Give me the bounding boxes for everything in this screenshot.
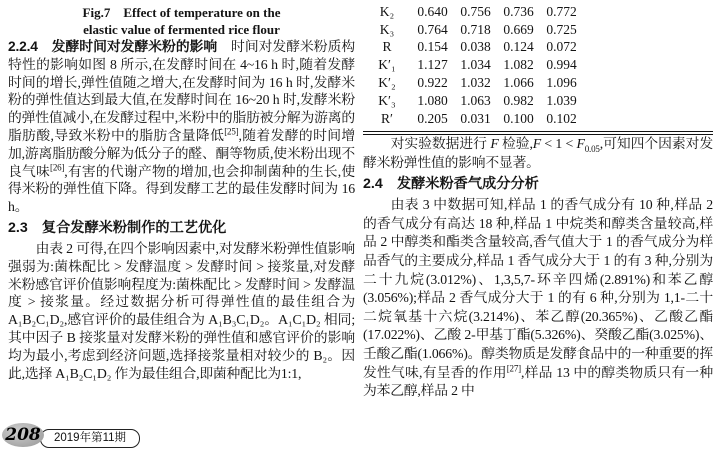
table-row <box>363 110 713 128</box>
table-cell: 1.034 <box>460 57 491 73</box>
table-cell: 0.994 <box>546 57 577 73</box>
reference-25: [25] <box>224 126 239 137</box>
table-cell: 1.063 <box>460 92 491 108</box>
table-row <box>363 56 713 74</box>
table-row <box>363 39 713 57</box>
reference-27: [27] <box>506 362 521 373</box>
table-cell: 1.082 <box>503 57 534 73</box>
table-row <box>363 74 713 92</box>
table-cell: 1.127 <box>417 57 448 73</box>
f-symbol: F <box>490 135 499 151</box>
table-cell: 0.764 <box>417 21 448 37</box>
anova-table <box>363 0 713 135</box>
table-cell: 0.072 <box>546 39 577 55</box>
table-cell: 0.031 <box>460 110 491 126</box>
table-cell: 0.756 <box>460 3 491 19</box>
paragraph-f-test <box>363 135 713 172</box>
table-cell: 0.982 <box>503 92 534 108</box>
table-row-label: R′ <box>381 110 393 126</box>
section-heading-2-4: 2.4 发酵米粉香气成分分析 <box>363 176 539 193</box>
section-heading-2-2-4: 2.2.4 发酵时间对发酵米粉的影响 <box>8 39 218 54</box>
figure-caption-line1: Fig.7 Effect of temperature on the <box>82 5 281 20</box>
table-cell: 0.038 <box>460 39 491 55</box>
table-cell: 0.718 <box>460 21 491 37</box>
table-row <box>363 3 713 21</box>
table-cell: 0.124 <box>503 39 534 55</box>
f-test-text: < 1 < <box>540 135 577 151</box>
paragraph-2-4 <box>363 196 713 401</box>
f-test-text: ,可知四个因素对发酵米粉弹性值的影响不显著。 <box>363 135 713 170</box>
table-cell: 1.066 <box>503 75 534 91</box>
table-row-label: R <box>382 39 392 55</box>
page-number: 208 <box>5 425 41 445</box>
table-cell: 0.922 <box>417 75 448 91</box>
table-row-label: K₃ <box>379 21 395 37</box>
table-cell: 1.096 <box>546 75 577 91</box>
table-cell: 1.039 <box>546 92 577 108</box>
paragraph-2-2-4-text: ,随着发酵的时间增加,游离脂肪酸分解为低分子的醛、酮等物质,使米粉出现不良气味 <box>8 127 355 179</box>
reference-26: [26] <box>50 161 65 172</box>
table-row-label: K′₁ <box>378 57 396 73</box>
issue-badge: 2019年第11期 <box>40 429 140 448</box>
table-cell: 0.640 <box>417 3 448 19</box>
table-cell: 0.100 <box>503 110 534 126</box>
table-cell: 1.032 <box>460 75 491 91</box>
table-cell: 0.669 <box>503 21 534 37</box>
figure-caption-line2: elastic value of fermented rice flour <box>83 22 280 37</box>
table-row <box>363 92 713 110</box>
table-row-label: K′₃ <box>378 92 396 108</box>
table-cell: 0.725 <box>546 21 577 37</box>
table-cell: 0.102 <box>546 110 577 126</box>
paragraph-2-2-4-text: ,有害的代谢产物的增加,也会抑制菌种的生长,使得米粉的弹性值下降。得到发酵工艺的最佳发酵时间为 16 h。 <box>8 163 355 215</box>
table-row <box>363 21 713 39</box>
table-cell: 1.080 <box>417 92 448 108</box>
f-test-text: 对实验数据进行 <box>390 135 491 151</box>
paragraph-2-3: 由表 2 可得,在四个影响因素中,对发酵米粉弹性值影响强弱为:菌株配比 > 发酵温度 > 发酵时间 > 接浆量,对发酵米粉感官评价值影响程度为:菌株配比 > 发酵时间 > 发酵温度 > 接浆量。经过数据分析可得弹性值的最佳组合为 A₁B₂C₁D₂,感官评价的最佳组合为 A₁B₃C₁D₂。A₁C₁D₂ 相同;其中因子 B 接浆量对发酵米粉的弹性值和感官评价的影响均为最小,考虑到经济问题,选择接浆量相对较少的 B₂。因此,选择 A₁B₂C₁D₂ 作为最佳组合,即菌种配比为1:1, <box>8 240 355 381</box>
f-test-text: 检验, <box>498 135 533 151</box>
table-cell: 0.772 <box>546 3 577 19</box>
figure-caption <box>8 4 355 38</box>
page-footer <box>0 421 360 453</box>
f-symbol: F <box>576 135 585 151</box>
table-row-label: K₂ <box>379 3 395 19</box>
table-cell: 0.205 <box>417 110 448 126</box>
f-symbol: F <box>532 135 541 151</box>
paragraph-2-4-text: 由表 3 中数据可知,样品 1 的香气成分有 10 种,样品 2 的香气成分有高达 18 种,样品 1 中烷类和醇类含量较高,样品 2 中醇类和酯类含量较高,香气值大于 1 的香气成分为样品香气的主要成分,样品 1 香气成分大于 1 的有 3 种,分别为二十九烷(3.012%)、1,3,5,7-环辛四烯(2.891%)和苯乙醇(3.056%);样品 2 香气成分大于 1 的有 6 种,分别为 1,1-二十二烷氧基十六烷(3.214%)、苯乙醇(20.365%)、乙酸乙酯(17.022%)、乙酸 2-甲基丁酯(5.326%)、癸酸乙酯(3.025%)、壬酸乙酯(1.066%)。醇类物质是发酵食品中的一种重要的挥发性气味,有呈香的作用 <box>363 197 713 380</box>
right-column <box>363 0 713 401</box>
paragraph-2-2-4 <box>8 38 355 216</box>
table-row-label: K′₂ <box>378 75 396 91</box>
paragraph-2-4-text: ,样品 13 中的醇类物质只有一种为苯乙醇,样品 2 中 <box>363 364 713 399</box>
paragraph-2-2-4-text: 时间对发酵米粉质构特性的影响如图 8 所示,在发酵时间在 4~16 h 时,随着发酵时间的增长,弹性值随之增大,在发酵时间为 16 h 时,发酵米粉的弹性值达到最大值,在发酵时间在 16~20 h 时,发酵米粉的弹性值减小,在发酵过程中,米粉中的脂肪被分解为游离的脂肪酸,导致米粉中的脂肪含量降低 <box>8 39 355 143</box>
f-subscript: 0.05 <box>584 143 600 154</box>
page-number-badge <box>2 423 44 447</box>
table-cell: 0.154 <box>417 39 448 55</box>
table-cell: 0.736 <box>503 3 534 19</box>
left-column <box>8 0 355 382</box>
section-heading-2-3: 2.3 复合发酵米粉制作的工艺优化 <box>8 219 227 236</box>
